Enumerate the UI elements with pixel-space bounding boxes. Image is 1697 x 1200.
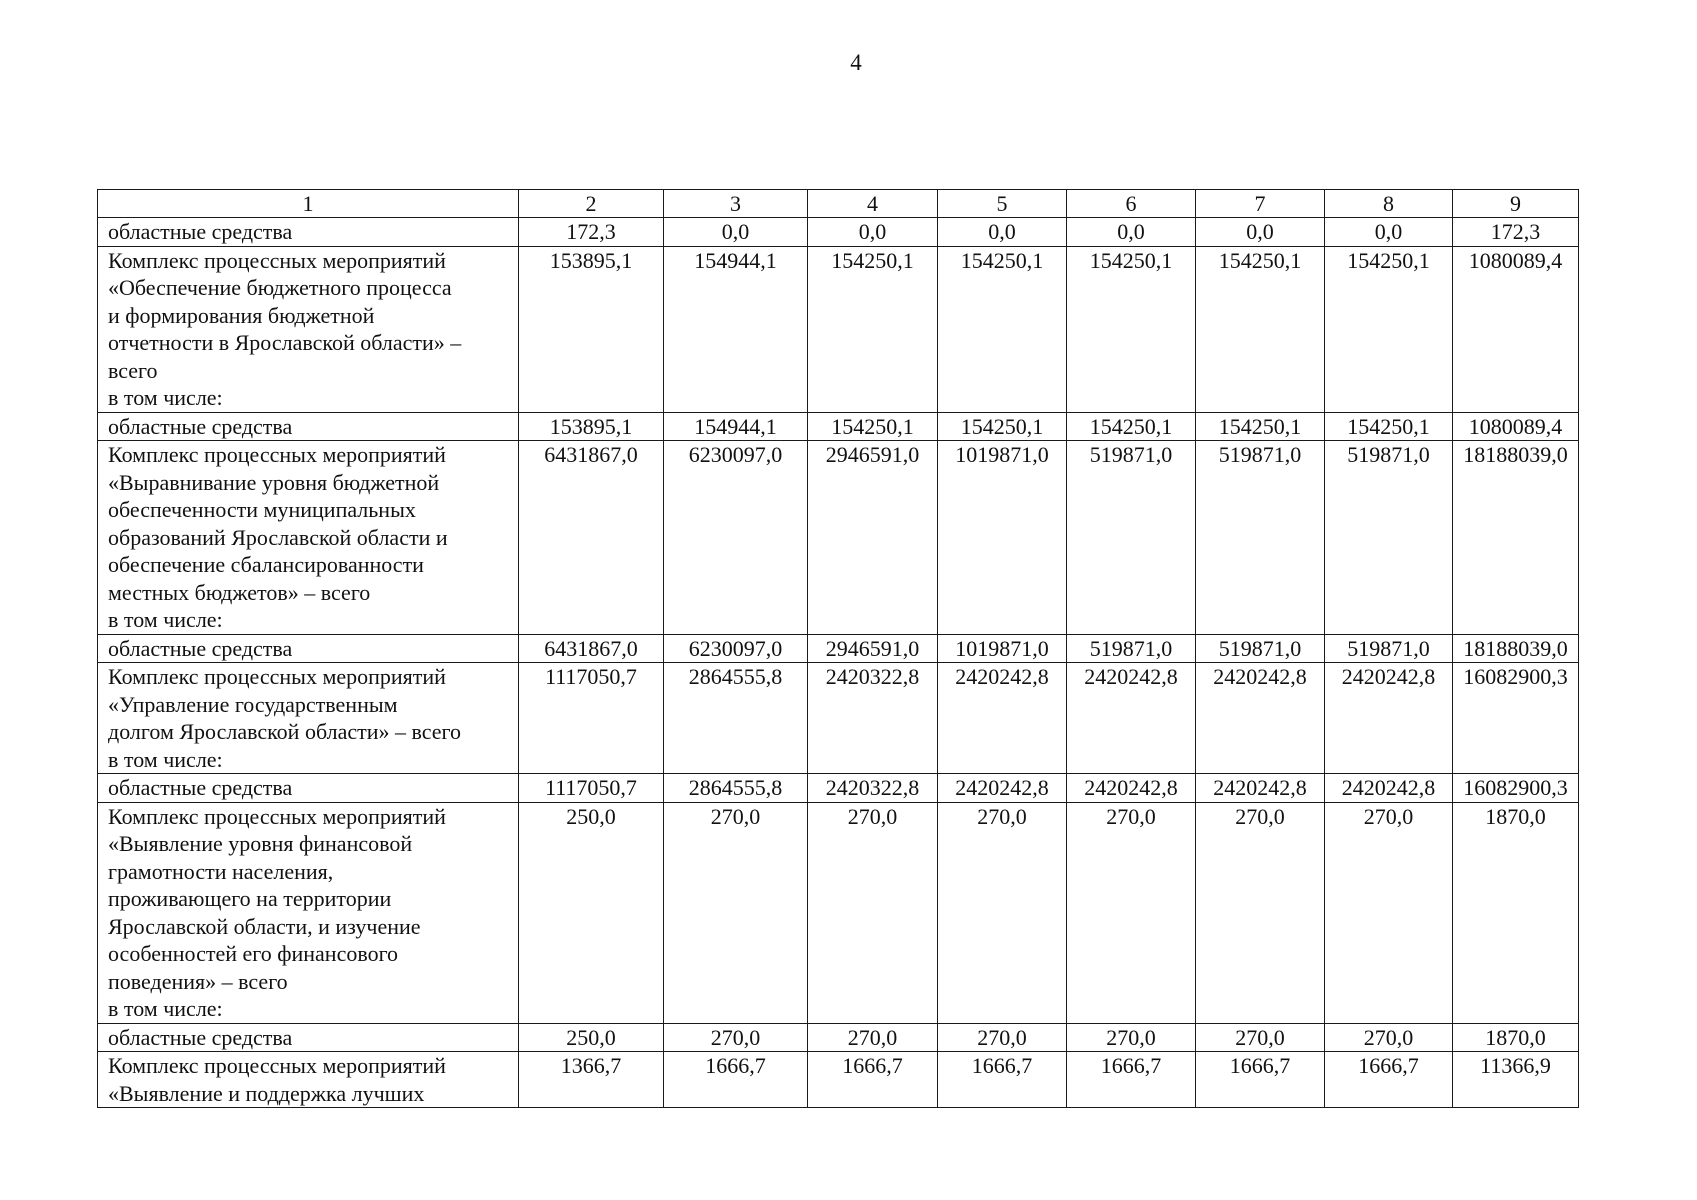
value-cell: 2420242,8 [938, 663, 1067, 774]
value-cell: 519871,0 [1325, 441, 1453, 635]
value-cell: 1080089,4 [1453, 412, 1579, 441]
value-cell: 519871,0 [1067, 634, 1196, 663]
value-cell: 2864555,8 [664, 663, 808, 774]
table-row-program-complex [98, 441, 1579, 635]
value-cell: 2420242,8 [1325, 663, 1453, 774]
value-cell: 154250,1 [1325, 412, 1453, 441]
value-cell: 1117050,7 [519, 774, 664, 803]
row-name-cell: областные средства [98, 774, 519, 803]
value-cell: 1666,7 [808, 1052, 938, 1108]
column-number-cell: 6 [1067, 190, 1196, 218]
column-number-cell: 7 [1196, 190, 1325, 218]
value-cell: 154250,1 [808, 412, 938, 441]
value-cell: 2946591,0 [808, 634, 938, 663]
value-cell: 172,3 [1453, 218, 1579, 247]
value-cell: 2420242,8 [1196, 663, 1325, 774]
column-number-cell: 5 [938, 190, 1067, 218]
value-cell: 2420242,8 [938, 774, 1067, 803]
column-number-cell: 3 [664, 190, 808, 218]
value-cell: 519871,0 [1067, 441, 1196, 635]
value-cell: 270,0 [1196, 802, 1325, 1023]
value-cell: 154250,1 [938, 246, 1067, 412]
table-row-program-complex [98, 1052, 1579, 1108]
value-cell: 2420242,8 [1067, 663, 1196, 774]
value-cell: 1019871,0 [938, 634, 1067, 663]
value-cell: 0,0 [938, 218, 1067, 247]
budget-table [97, 189, 1579, 1108]
value-cell: 2420242,8 [1196, 774, 1325, 803]
value-cell: 6431867,0 [519, 634, 664, 663]
value-cell: 1666,7 [1067, 1052, 1196, 1108]
table-row-program-complex [98, 802, 1579, 1023]
column-number-cell: 1 [98, 190, 519, 218]
value-cell: 270,0 [808, 802, 938, 1023]
value-cell: 154250,1 [1196, 246, 1325, 412]
row-name-cell: областные средства [98, 1023, 519, 1052]
value-cell: 154250,1 [1067, 412, 1196, 441]
table-row-program-complex [98, 663, 1579, 774]
value-cell: 6230097,0 [664, 441, 808, 635]
value-cell: 154250,1 [938, 412, 1067, 441]
value-cell: 154250,1 [1325, 246, 1453, 412]
value-cell: 270,0 [1325, 1023, 1453, 1052]
table-row-funding-source [98, 1023, 1579, 1052]
column-number-cell: 8 [1325, 190, 1453, 218]
value-cell: 270,0 [938, 802, 1067, 1023]
value-cell: 0,0 [664, 218, 808, 247]
value-cell: 0,0 [808, 218, 938, 247]
row-name-cell: Комплекс процессных мероприятий «Обеспечение бюджетного процесса и формирования бюджетной отчетности в Ярославской области» – всего в том числе: [98, 246, 519, 412]
value-cell: 16082900,3 [1453, 663, 1579, 774]
value-cell: 519871,0 [1196, 634, 1325, 663]
value-cell: 519871,0 [1196, 441, 1325, 635]
value-cell: 1080089,4 [1453, 246, 1579, 412]
row-name-cell: Комплекс процессных мероприятий «Выявление и поддержка лучших [98, 1052, 519, 1108]
value-cell: 1666,7 [1325, 1052, 1453, 1108]
value-cell: 1666,7 [938, 1052, 1067, 1108]
value-cell: 18188039,0 [1453, 634, 1579, 663]
value-cell: 250,0 [519, 1023, 664, 1052]
value-cell: 6431867,0 [519, 441, 664, 635]
column-number-cell: 4 [808, 190, 938, 218]
value-cell: 2946591,0 [808, 441, 938, 635]
table-row-funding-source [98, 218, 1579, 247]
value-cell: 154944,1 [664, 412, 808, 441]
value-cell: 1870,0 [1453, 802, 1579, 1023]
value-cell: 154250,1 [1067, 246, 1196, 412]
value-cell: 1870,0 [1453, 1023, 1579, 1052]
value-cell: 270,0 [1067, 1023, 1196, 1052]
value-cell: 153895,1 [519, 246, 664, 412]
value-cell: 1117050,7 [519, 663, 664, 774]
value-cell: 2420242,8 [1067, 774, 1196, 803]
row-name-cell: Комплекс процессных мероприятий «Управление государственным долгом Ярославской области» – всего в том числе: [98, 663, 519, 774]
table-header-row [98, 190, 1579, 218]
value-cell: 11366,9 [1453, 1052, 1579, 1108]
value-cell: 18188039,0 [1453, 441, 1579, 635]
value-cell: 0,0 [1196, 218, 1325, 247]
value-cell: 2420242,8 [1325, 774, 1453, 803]
value-cell: 1666,7 [1196, 1052, 1325, 1108]
value-cell: 1019871,0 [938, 441, 1067, 635]
value-cell: 270,0 [664, 1023, 808, 1052]
value-cell: 1666,7 [664, 1052, 808, 1108]
value-cell: 2864555,8 [664, 774, 808, 803]
table-row-funding-source [98, 774, 1579, 803]
page-number: 4 [850, 50, 862, 75]
value-cell: 270,0 [1325, 802, 1453, 1023]
row-name-cell: Комплекс процессных мероприятий «Выравнивание уровня бюджетной обеспеченности муниципальных образований Ярославской области и обеспечение сбалансированности местных бюджетов» – всего в том числе: [98, 441, 519, 635]
value-cell: 1366,7 [519, 1052, 664, 1108]
table-row-funding-source [98, 634, 1579, 663]
value-cell: 270,0 [1067, 802, 1196, 1023]
value-cell: 0,0 [1067, 218, 1196, 247]
table-row-program-complex [98, 246, 1579, 412]
value-cell: 250,0 [519, 802, 664, 1023]
value-cell: 270,0 [808, 1023, 938, 1052]
value-cell: 2420322,8 [808, 774, 938, 803]
value-cell: 154250,1 [808, 246, 938, 412]
value-cell: 16082900,3 [1453, 774, 1579, 803]
value-cell: 153895,1 [519, 412, 664, 441]
table-row-funding-source [98, 412, 1579, 441]
value-cell: 154944,1 [664, 246, 808, 412]
column-number-cell: 2 [519, 190, 664, 218]
value-cell: 270,0 [664, 802, 808, 1023]
value-cell: 172,3 [519, 218, 664, 247]
row-name-cell: областные средства [98, 218, 519, 247]
value-cell: 270,0 [938, 1023, 1067, 1052]
value-cell: 519871,0 [1325, 634, 1453, 663]
row-name-cell: Комплекс процессных мероприятий «Выявление уровня финансовой грамотности населения, проживающего на территории Ярославской области, и изучение особенностей его финансового поведения» – всего в том числе: [98, 802, 519, 1023]
value-cell: 0,0 [1325, 218, 1453, 247]
value-cell: 2420322,8 [808, 663, 938, 774]
value-cell: 270,0 [1196, 1023, 1325, 1052]
value-cell: 154250,1 [1196, 412, 1325, 441]
row-name-cell: областные средства [98, 634, 519, 663]
row-name-cell: областные средства [98, 412, 519, 441]
column-number-cell: 9 [1453, 190, 1579, 218]
value-cell: 6230097,0 [664, 634, 808, 663]
